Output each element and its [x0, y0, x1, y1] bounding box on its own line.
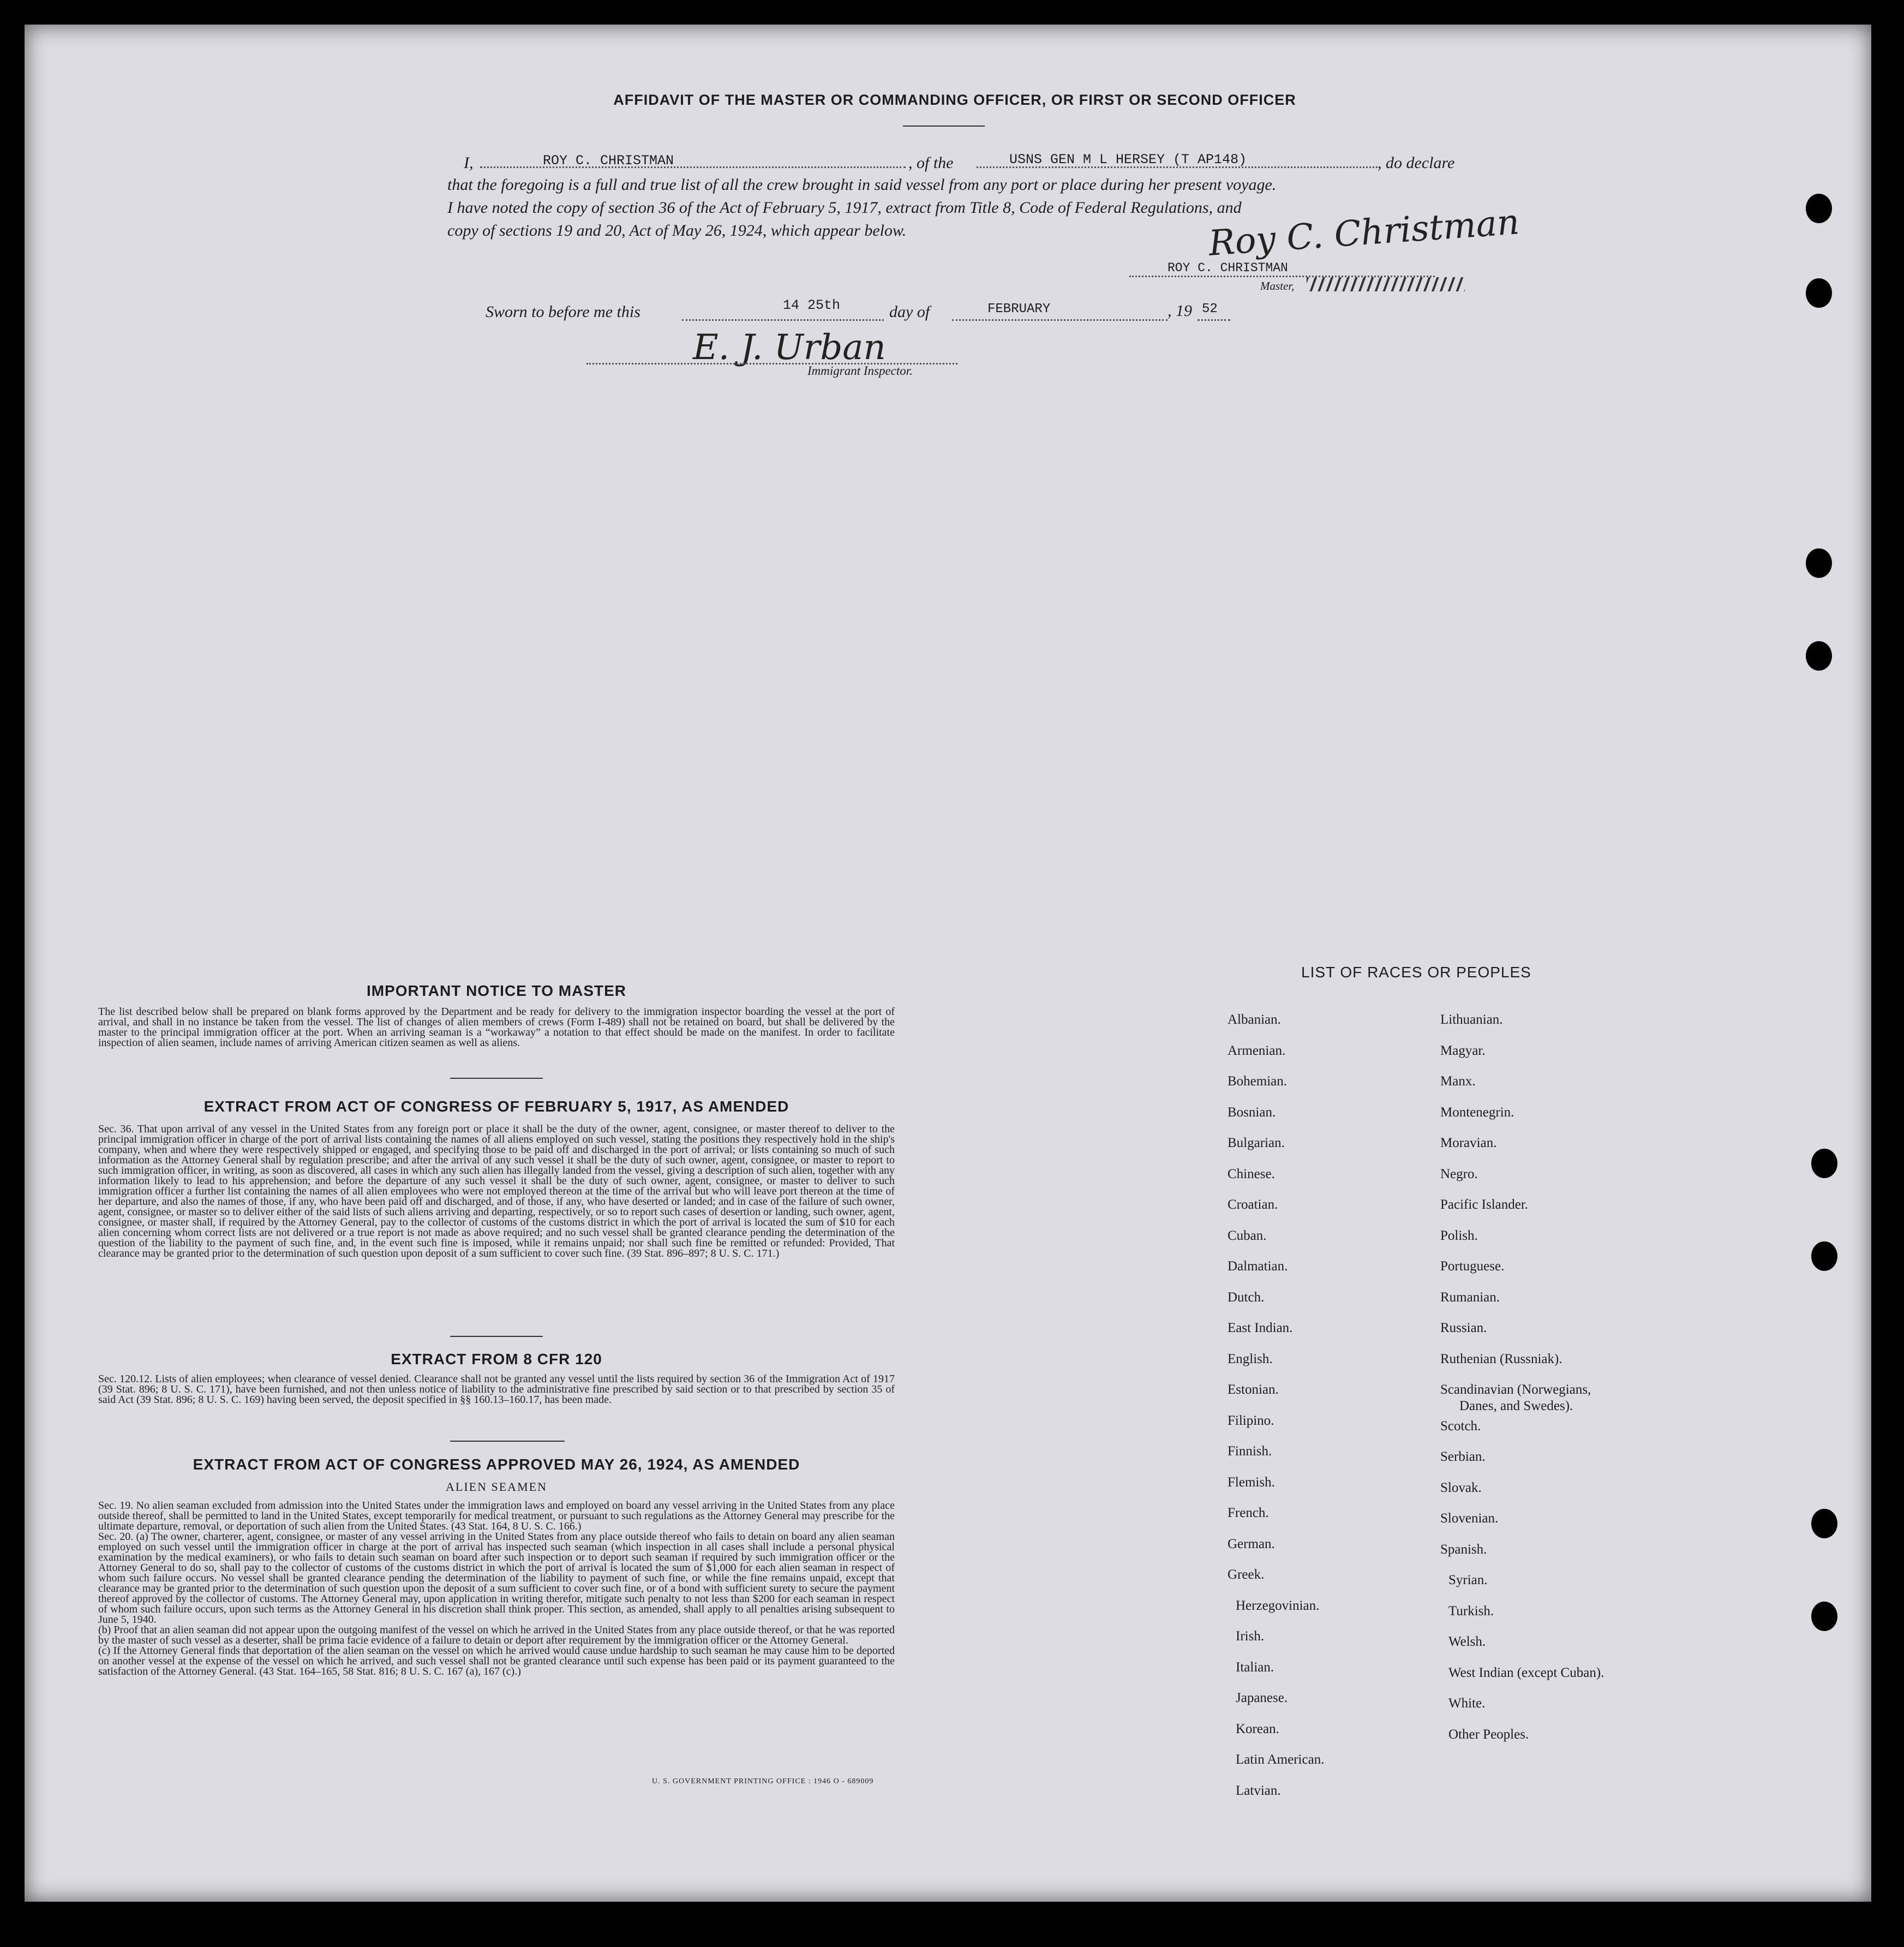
inspector-signature: E. J. Urban: [693, 327, 886, 368]
inspector-label: Immigrant Inspector.: [807, 364, 913, 378]
race-item: Rumanian.: [1440, 1289, 1500, 1305]
punch-hole: [1806, 548, 1832, 578]
race-item: Russian.: [1440, 1321, 1487, 1335]
race-item: Greek.: [1228, 1567, 1265, 1582]
extract-cfr-body: Sec. 120.12. Lists of alien employees; when clearance of vessel denied. Clearance shall not be granted any vessel until the lists required by section 36 of the Immigration Act of 1917 (39 Stat. 896; 8 U. S. C. 171), have been furnished, and not then unless notice of liability to the administrative fine prescribed by said section or to that prescribed by section 35 of said Act (39 Stat. 896; 8 U. S. C. 169) having been served, the deposit specified in §§ 160.13–160.17, has been made.: [98, 1373, 895, 1406]
race-item: Cuban.: [1228, 1228, 1267, 1243]
punch-hole: [1806, 641, 1832, 671]
race-item: Croatian.: [1228, 1197, 1278, 1212]
race-item: Moravian.: [1440, 1136, 1497, 1150]
race-item: Magyar.: [1440, 1043, 1486, 1058]
race-item: Serbian.: [1440, 1449, 1486, 1464]
race-item: Slovak.: [1440, 1480, 1482, 1495]
race-item: West Indian (except Cuban).: [1448, 1665, 1604, 1680]
alien-seamen-subtitle: ALIEN SEAMEN: [446, 1480, 547, 1494]
race-item: Negro.: [1440, 1166, 1478, 1181]
do-declare-label: , do declare: [1378, 154, 1455, 172]
declarant-line: [480, 166, 906, 168]
vessel-name: USNS GEN M L HERSEY (T AP148): [1009, 152, 1247, 168]
race-item: Syrian.: [1448, 1573, 1488, 1587]
race-item: German.: [1228, 1536, 1275, 1551]
master-label: Master,: [1260, 279, 1295, 292]
race-item: Albanian.: [1228, 1012, 1281, 1027]
statement-line-2: I have noted the copy of section 36 of the Act of February 5, 1917, extract from Title 8, Code of Federal Regulations, and: [447, 199, 1242, 217]
punch-hole: [1811, 1241, 1837, 1271]
race-item: Scotch.: [1440, 1418, 1481, 1434]
race-item: Lithuanian.: [1440, 1012, 1503, 1027]
punch-hole: [1806, 278, 1832, 308]
extract-1917-body: Sec. 36. That upon arrival of any vessel in the United States from any foreign port or place it shall be the duty of the owner, agent, consignee, or master thereof to deliver to the principal immigration officer in charge of the port of arrival lists containing the names of all aliens employed on such vessel, stating the positions they respectively hold in the ship's company, when and where they were respectively shipped or engaged, and specifying those to be paid off and discharged in the port of arrival; or lists containing so much of such information as the Attorney General shall by regulation prescribe; and after the arrival of any such vessel it shall be the duty of such owner, agent, consignee, or master to report to such immigration officer, in writing, as soon as discovered, all cases in which any such alien has illegally landed from the vessel, giving a description of such alien, together with any information likely to lead to his apprehension; and before the departure of any such vessel it shall be the duty of such owner, agent, consignee, or master to deliver to such immigration officer a further list containing the names of all alien employees who were not employed thereon at the time of the arrival but who will leave port thereon at the time of her departure, and also the names of those, if any, who have been paid off and discharged, and of those, if any, who have deserted or landed; and in case of the failure of such owner, agent, consignee, or master so to deliver either of the said lists of such aliens arriving and departing, respectively, or so to report such cases of desertion or landing, such owner, agent, consignee, or master shall, if required by the Attorney General, pay to the collector of customs of the customs district in which the port of arrival is located the sum of $10 for each alien concerning whom correct lists are not delivered or a true report is not made as above required; and no such vessel shall be granted clearance pending the determination of the question of the liability to the payment of such fine, and, in the event such fine is imposed, while it remains unpaid; nor shall such fine be remitted or refunded: Provided, That clearance may be granted prior to the determination of such question upon deposit of a sum sufficient to cover such fine. (39 Stat. 896–897; 8 U. S. C. 171.): [98, 1123, 895, 1259]
notice-divider: [450, 1078, 543, 1079]
statement-line-1: that the foregoing is a full and true list of all the crew brought in said vessel from any port or place during her present voyage.: [447, 176, 1277, 194]
extract-cfr-title: EXTRACT FROM 8 CFR 120: [391, 1351, 602, 1367]
year-line: [1198, 319, 1230, 321]
race-item: English.: [1228, 1351, 1273, 1366]
sworn-day-line: [682, 319, 884, 321]
race-item: Pacific Islander.: [1440, 1197, 1529, 1212]
sec-20c-text: (c) If the Attorney General finds that deportation of the alien seaman on the vessel on which he arrived would cause undue hardship to such seaman he may cause him to be deported on another vessel at the expense of the vessel on which he arrived, and such vessel shall not be granted clearance until such expense has been paid or its payment guaranteed to the satisfaction of the Attorney General. (43 Stat. 164–165, 58 Stat. 816; 8 U. S. C. 167 (a), 167 (c).): [98, 1645, 895, 1677]
i-label: I,: [464, 154, 474, 172]
extract-cfr-divider: [450, 1441, 565, 1442]
declarant-name: ROY C. CHRISTMAN: [543, 153, 674, 169]
struck-out-text: [1307, 277, 1465, 291]
sec-20a-text: Sec. 20. (a) The owner, charterer, agent, consignee, or master of any vessel arriving in the United States from any place outside thereof who fails to detain on board any alien seaman employed on such vessel until the immigration officer in charge at the port of arrival has inspected such seaman (which inspection in all cases shall include a personal physical examination by the medical examiners), or who fails to detain such seaman on board after such inspection or to deport such seaman if required by such immigration officer or the Attorney General to do so, shall pay to the collector of customs of the customs district in which the port of arrival is located the sum of $1,000 for each alien seaman in respect of whom such failure occurs. No vessel shall be granted clearance pending the determination of the liability to payment of such fine, or while the fine remains unpaid, except that clearance may be granted prior to the determination of such question upon the deposit of a sum sufficient to cover such fine, or of a bond with sufficient surety to secure the payment thereof approved by the collector of customs. The Attorney General may, upon application in writing therefor, mitigate such penalty to not less than $200 for each seaman in respect of whom such failure occurs, upon such terms as the Attorney General in his discretion shall think proper. This section, as amended, shall apply to all penalties arising subsequent to June 5, 1940.: [98, 1531, 895, 1626]
day-of-label: day of: [889, 303, 930, 321]
year-prefix: , 19: [1167, 302, 1192, 320]
race-item: White.: [1448, 1696, 1486, 1711]
signer-typed-name: ROY C. CHRISTMAN: [1167, 261, 1288, 275]
race-item: Flemish.: [1228, 1474, 1275, 1490]
race-item: Herzegovinian.: [1236, 1598, 1320, 1613]
race-item: Portuguese.: [1440, 1259, 1505, 1274]
sworn-day: 14 25th: [783, 297, 841, 313]
sec-20b-text: (b) Proof that an alien seaman did not appear upon the outgoing manifest of the vessel on which he arrived in the United States from any place outside thereof, or that he was reported by the master of such vessel as a deserter, shall be prima facie evidence of a failure to detain or deport after requirement by the immigration officer or the Attorney General.: [98, 1624, 895, 1646]
race-item: Other Peoples.: [1448, 1727, 1529, 1742]
affidavit-title: AFFIDAVIT OF THE MASTER OR COMMANDING OFFICER, OR FIRST OR SECOND OFFICER: [613, 92, 1296, 108]
race-item: Dutch.: [1228, 1289, 1265, 1305]
race-item: Latvian.: [1236, 1783, 1281, 1798]
race-item: Manx.: [1440, 1074, 1476, 1089]
race-item: Bosnian.: [1228, 1104, 1276, 1120]
punch-hole: [1806, 194, 1832, 223]
race-item: Spanish.: [1440, 1542, 1487, 1557]
race-item: Chinese.: [1228, 1166, 1275, 1181]
race-item: Estonian.: [1228, 1382, 1279, 1397]
race-item: Japanese.: [1236, 1691, 1288, 1705]
punch-hole: [1811, 1602, 1837, 1631]
sworn-month: FEBRUARY: [987, 302, 1051, 316]
race-item: Polish.: [1440, 1228, 1478, 1243]
race-item: Dalmatian.: [1228, 1259, 1288, 1274]
extract-1924-title: EXTRACT FROM ACT OF CONGRESS APPROVED MAY 26, 1924, AS AMENDED: [193, 1456, 800, 1473]
race-item: Bulgarian.: [1228, 1136, 1285, 1150]
race-item: Latin American.: [1236, 1752, 1325, 1767]
race-item: Danes, and Swedes).: [1459, 1399, 1573, 1413]
race-item: Finnish.: [1228, 1444, 1272, 1459]
punch-hole: [1811, 1149, 1837, 1178]
race-item: Ruthenian (Russniak).: [1440, 1351, 1562, 1366]
vessel-line: [977, 166, 1378, 168]
sworn-month-line: [952, 319, 1167, 321]
master-signature: Roy C. Christman: [1207, 202, 1521, 264]
race-item: Italian.: [1236, 1659, 1274, 1675]
race-item: Korean.: [1236, 1721, 1279, 1736]
sec-19-text: Sec. 19. No alien seaman excluded from admission into the United States under the immigration laws and employed on board any vessel arriving in the United States from any place outside thereof, shall be permitted to land in the United States, except temporarily for medical treatment, or pursuant to such regulations as the Attorney General may prescribe for the ultimate departure, removal, or deportation of such alien from the United States. (43 Stat. 164, 8 U. S. C. 166.): [98, 1500, 895, 1532]
punch-hole: [1811, 1509, 1837, 1538]
race-item: Irish.: [1236, 1629, 1265, 1644]
race-item: Filipino.: [1228, 1413, 1274, 1428]
extract-1917-divider: [450, 1336, 543, 1337]
race-item: Armenian.: [1228, 1043, 1286, 1058]
of-the-label: , of the: [908, 154, 954, 172]
races-title: LIST OF RACES OR PEOPLES: [1301, 964, 1531, 981]
year-suffix: 52: [1202, 302, 1218, 316]
extract-1924-body: [98, 1501, 895, 1677]
sworn-label: Sworn to before me this: [486, 303, 640, 321]
race-item: Scandinavian (Norwegians,: [1440, 1382, 1591, 1397]
extract-1917-title: EXTRACT FROM ACT OF CONGRESS OF FEBRUARY 5, 1917, AS AMENDED: [203, 1098, 789, 1115]
race-item: East Indian.: [1228, 1321, 1293, 1335]
statement-line-3: copy of sections 19 and 20, Act of May 26, 1924, which appear below.: [447, 222, 907, 240]
race-item: Welsh.: [1448, 1634, 1486, 1649]
notice-body: The list described below shall be prepared on blank forms approved by the Department and be ready for delivery to the immigration inspector boarding the vessel at the port of arrival, and shall in no instance be taken from the vessel. The list of changes of alien members of crews (Form I-489) shall not be retained on board, but shall be delivered by the master to the principal immigration officer at the port. When an arriving seaman is a “workaway” a notation to that effect should be made on the manifest. In order to facilitate inspection of alien seamen, include names of arriving American citizen seamen as well as aliens.: [98, 1006, 895, 1049]
notice-title: IMPORTANT NOTICE TO MASTER: [366, 982, 627, 999]
race-item: French.: [1228, 1506, 1269, 1520]
race-item: Montenegrin.: [1440, 1104, 1514, 1120]
printer-imprint: U. S. GOVERNMENT PRINTING OFFICE : 1946 O - 689009: [652, 1777, 874, 1785]
race-item: Slovenian.: [1440, 1511, 1499, 1526]
race-item: Bohemian.: [1228, 1074, 1288, 1089]
title-divider: [903, 126, 985, 127]
race-item: Turkish.: [1448, 1603, 1494, 1618]
